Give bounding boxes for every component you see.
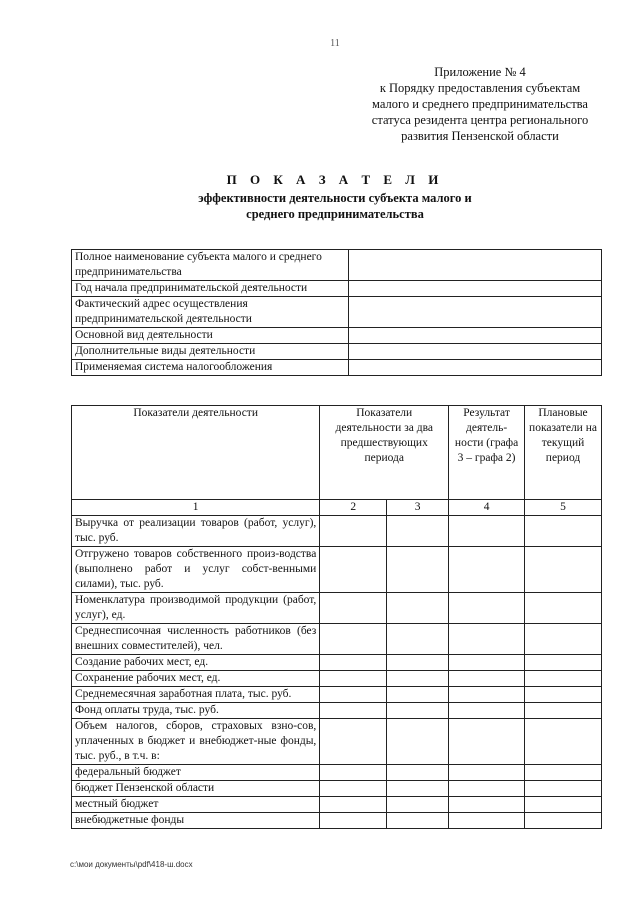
value-cell[interactable]	[320, 797, 387, 813]
indicator-name: Среднемесячная заработная плата, тыс. руб.	[72, 687, 320, 703]
indicator-name: внебюджетные фонды	[72, 813, 320, 829]
value-cell[interactable]	[320, 547, 387, 593]
indicator-name: Сохранение рабочих мест, ед.	[72, 671, 320, 687]
info-row	[72, 297, 602, 328]
value-cell[interactable]	[320, 703, 387, 719]
appendix-line: малого и среднего предпринимательства	[372, 97, 588, 111]
table-row	[72, 813, 602, 829]
value-cell[interactable]	[525, 797, 602, 813]
value-cell[interactable]	[320, 719, 387, 765]
value-cell[interactable]	[387, 655, 449, 671]
value-cell[interactable]	[525, 593, 602, 624]
value-cell[interactable]	[449, 813, 525, 829]
column-number: 2	[320, 500, 387, 516]
info-row	[72, 328, 602, 344]
table-row	[72, 593, 602, 624]
info-value[interactable]	[349, 281, 602, 297]
indicators-table	[71, 405, 602, 829]
indicator-name: местный бюджет	[72, 797, 320, 813]
value-cell[interactable]	[320, 516, 387, 547]
table-row	[72, 765, 602, 781]
value-cell[interactable]	[387, 703, 449, 719]
info-row	[72, 344, 602, 360]
value-cell[interactable]	[320, 593, 387, 624]
value-cell[interactable]	[449, 765, 525, 781]
value-cell[interactable]	[387, 719, 449, 765]
indicator-name: Выручка от реализации товаров (работ, услуг), тыс. руб.	[72, 516, 320, 547]
value-cell[interactable]	[525, 624, 602, 655]
value-cell[interactable]	[387, 797, 449, 813]
info-value[interactable]	[349, 360, 602, 376]
column-number: 1	[72, 500, 320, 516]
value-cell[interactable]	[449, 547, 525, 593]
value-cell[interactable]	[320, 765, 387, 781]
column-number: 5	[525, 500, 602, 516]
info-label: Год начала предпринимательской деятельности	[72, 281, 349, 297]
value-cell[interactable]	[449, 624, 525, 655]
info-value[interactable]	[349, 344, 602, 360]
value-cell[interactable]	[449, 797, 525, 813]
indicator-name: Фонд оплаты труда, тыс. руб.	[72, 703, 320, 719]
value-cell[interactable]	[449, 719, 525, 765]
info-value[interactable]	[349, 297, 602, 328]
value-cell[interactable]	[525, 703, 602, 719]
value-cell[interactable]	[449, 593, 525, 624]
table-row	[72, 655, 602, 671]
table-row	[72, 687, 602, 703]
info-row	[72, 250, 602, 281]
value-cell[interactable]	[449, 703, 525, 719]
value-cell[interactable]	[387, 765, 449, 781]
subtitle-line: эффективности деятельности субъекта малого и	[198, 191, 472, 205]
info-label: Полное наименование субъекта малого и среднего предпринимательства	[72, 250, 349, 281]
table-row	[72, 516, 602, 547]
table-row	[72, 671, 602, 687]
info-row	[72, 360, 602, 376]
document-title: П О К А З А Т Е Л И	[226, 172, 444, 187]
table-row	[72, 781, 602, 797]
subtitle-line: среднего предпринимательства	[246, 207, 424, 221]
value-cell[interactable]	[525, 719, 602, 765]
table-row	[72, 797, 602, 813]
value-cell[interactable]	[387, 593, 449, 624]
value-cell[interactable]	[525, 547, 602, 593]
column-number: 3	[387, 500, 449, 516]
header-cell: Результат деятель-ности (графа 3 – графа 2)	[449, 406, 525, 500]
value-cell[interactable]	[387, 671, 449, 687]
value-cell[interactable]	[449, 516, 525, 547]
value-cell[interactable]	[525, 765, 602, 781]
appendix-block	[330, 64, 630, 144]
value-cell[interactable]	[387, 516, 449, 547]
value-cell[interactable]	[387, 813, 449, 829]
header-cell: Плановые показатели на текущий период	[525, 406, 602, 500]
info-value[interactable]	[349, 250, 602, 281]
value-cell[interactable]	[525, 671, 602, 687]
info-value[interactable]	[349, 328, 602, 344]
value-cell[interactable]	[320, 655, 387, 671]
value-cell[interactable]	[387, 624, 449, 655]
info-label: Дополнительные виды деятельности	[72, 344, 349, 360]
file-path: c:\мои документы\pdf\418-ш.docx	[70, 860, 193, 869]
indicator-rows	[72, 516, 602, 829]
column-number-row	[72, 500, 602, 516]
info-row	[72, 281, 602, 297]
value-cell[interactable]	[525, 516, 602, 547]
value-cell[interactable]	[320, 781, 387, 797]
table-row	[72, 703, 602, 719]
value-cell[interactable]	[387, 781, 449, 797]
appendix-line: к Порядку предоставления субъектам	[379, 81, 581, 95]
value-cell[interactable]	[320, 624, 387, 655]
info-label: Фактический адрес осуществления предпринимательской деятельности	[72, 297, 349, 328]
value-cell[interactable]	[525, 687, 602, 703]
value-cell[interactable]	[449, 687, 525, 703]
value-cell[interactable]	[449, 671, 525, 687]
page-number: 11	[330, 38, 340, 49]
info-table	[71, 249, 602, 376]
value-cell[interactable]	[320, 671, 387, 687]
value-cell[interactable]	[525, 813, 602, 829]
document-subtitle	[150, 190, 520, 222]
column-number: 4	[449, 500, 525, 516]
header-cell: Показатели деятельности	[72, 406, 320, 500]
value-cell[interactable]	[387, 547, 449, 593]
appendix-line: Приложение № 4	[434, 65, 526, 79]
indicator-name: Среднесписочная численность работников (без внешних совместителей), чел.	[72, 624, 320, 655]
value-cell[interactable]	[525, 781, 602, 797]
value-cell[interactable]	[387, 687, 449, 703]
value-cell[interactable]	[449, 781, 525, 797]
table-row	[72, 547, 602, 593]
value-cell[interactable]	[320, 813, 387, 829]
indicator-name: Номенклатура производимой продукции (работ, услуг), ед.	[72, 593, 320, 624]
indicator-name: Объем налогов, сборов, страховых взно-сов, уплаченных в бюджет и внебюджет-ные фонды, тыс. руб., в т.ч. в:	[72, 719, 320, 765]
indicator-name: бюджет Пензенской области	[72, 781, 320, 797]
table-row	[72, 624, 602, 655]
value-cell[interactable]	[320, 687, 387, 703]
info-label: Применяемая система налогообложения	[72, 360, 349, 376]
indicator-name: федеральный бюджет	[72, 765, 320, 781]
appendix-line: развития Пензенской области	[401, 129, 559, 143]
value-cell[interactable]	[449, 655, 525, 671]
header-cell: Показатели деятельности за два предшествующих периода	[320, 406, 449, 500]
appendix-line: статуса резидента центра регионального	[371, 113, 589, 127]
value-cell[interactable]	[525, 655, 602, 671]
info-label: Основной вид деятельности	[72, 328, 349, 344]
indicator-name: Отгружено товаров собственного произ-водства (выполнено работ и услуг собст-венными силами), тыс. руб.	[72, 547, 320, 593]
header-row	[72, 406, 602, 500]
table-row	[72, 719, 602, 765]
indicator-name: Создание рабочих мест, ед.	[72, 655, 320, 671]
